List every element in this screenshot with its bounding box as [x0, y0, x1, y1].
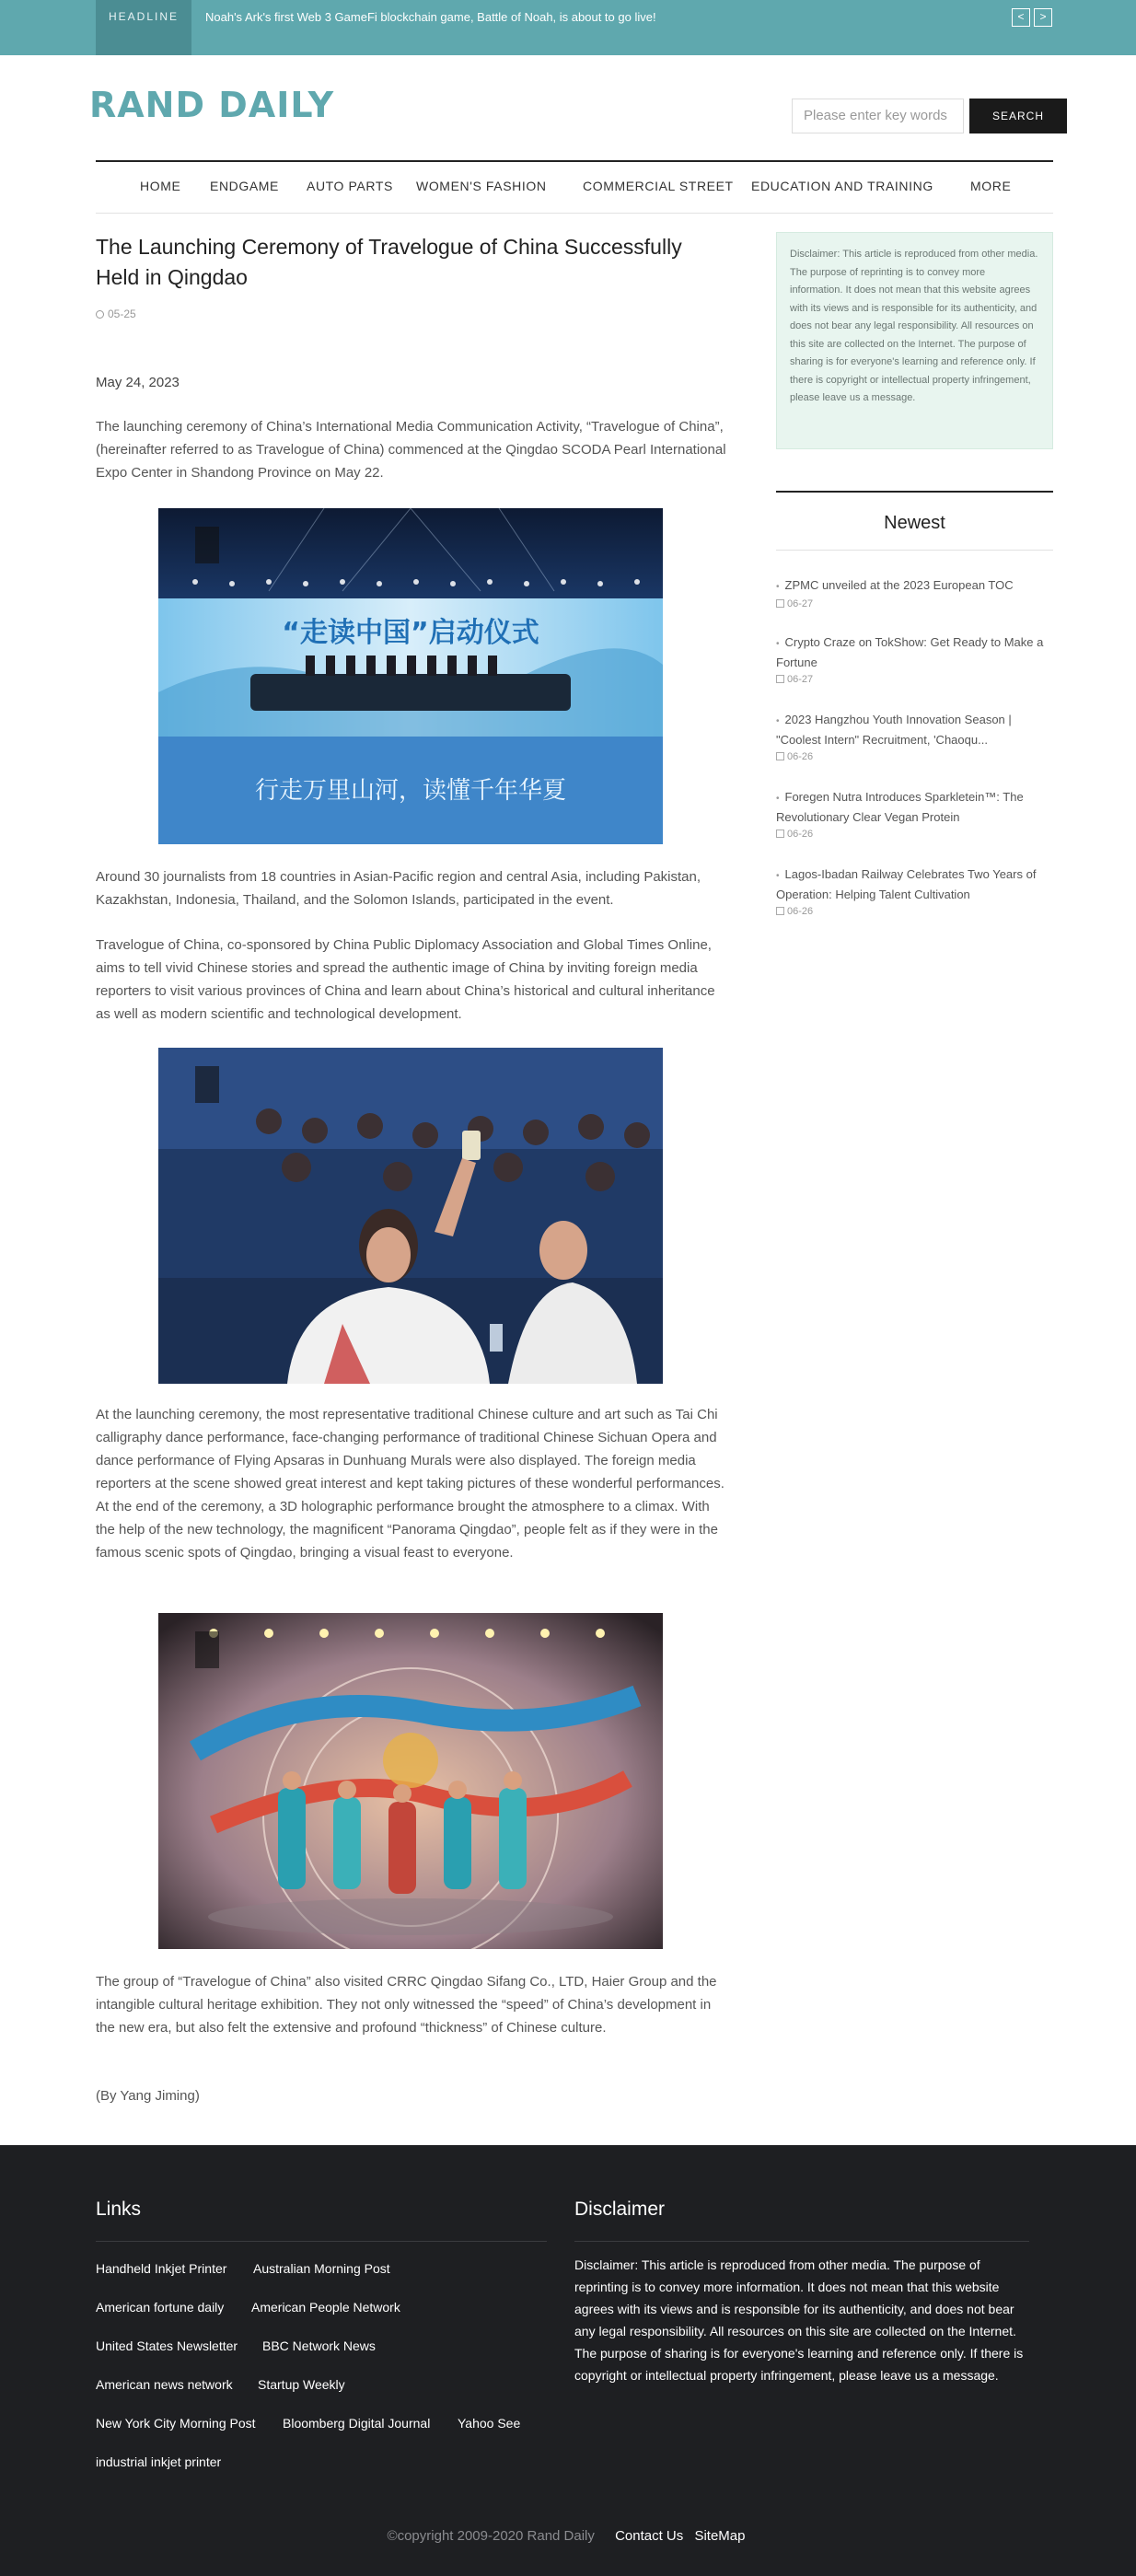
newest-item-title[interactable]: • ZPMC unveiled at the 2023 European TOC	[776, 576, 1053, 597]
newest-item[interactable]	[776, 576, 1053, 609]
nav-item-endgame[interactable]: ENDGAME	[210, 179, 279, 193]
footer-link[interactable]: Australian Morning Post	[253, 2261, 390, 2276]
copyright-text: ©copyright 2009-2020 Rand Daily	[387, 2528, 595, 2544]
headline-bar	[0, 0, 1136, 55]
article-paragraph: At the launching ceremony, the most representative traditional Chinese culture and art such as Tai Chi calligraphy dance performance, face-changing performance of traditional Chinese Sichuan Opera and dance performance of Flying Apsaras in Dunhuang Murals were also displayed. The foreign media reporters at the scene showed great interest and kept taking pictures of these wonderful performances. At the end of the ceremony, a 3D holographic performance brought the atmosphere to a climax. With the help of the new technology, the magnificent “Panorama Qingdao”, people felt as if they were in the famous scenic spots of Qingdao, bringing a visual feast to everyone.	[96, 1407, 724, 1561]
main-nav	[96, 160, 1053, 214]
footer-link[interactable]: New York City Morning Post	[96, 2416, 256, 2431]
footer-link[interactable]: Yahoo See	[458, 2416, 521, 2431]
article-paragraph: The launching ceremony of China’s International Media Communication Activity, “Travelogue of China”, (hereinafter referred to as Travelogue of China) commenced at the Qingdao SCODA Pearl International Expo Center in Shandong Province on May 22.	[96, 419, 726, 481]
footer-link[interactable]: United States Newsletter	[96, 2338, 238, 2353]
footer-link[interactable]: American People Network	[251, 2300, 400, 2315]
footer-link[interactable]: Handheld Inkjet Printer	[96, 2261, 227, 2276]
footer-link[interactable]: BBC Network News	[262, 2338, 376, 2353]
photo1-banner-text: “走读中国”启动仪式	[282, 617, 539, 649]
newest-item-date-text: 06-26	[787, 829, 814, 840]
newest-item[interactable]	[776, 633, 1053, 685]
newest-item-date-text: 06-27	[787, 598, 814, 609]
article-paragraph: The group of “Travelogue of China” also visited CRRC Qingdao Sifang Co., LTD, Haier Group and the intangible cultural heritage exhibition. They not only witnessed the “speed” of China’s development in the new era, but also felt the extensive and profound “thickness” of Chinese culture.	[96, 1974, 717, 2036]
article-paragraph: Travelogue of China, co-sponsored by China Public Diplomacy Association and Global Times Online, aims to tell vivid Chinese stories and spread the authentic image of China by inviting foreign media reporters to visit various provinces of China and learn about China’s historical and cultural inheritance as well as modern scientific and technological development.	[96, 937, 715, 1022]
footer-link[interactable]: Startup Weekly	[258, 2377, 345, 2392]
chevron-right-icon[interactable]: >	[1034, 8, 1052, 27]
article-meta	[96, 307, 136, 320]
newest-item-date-text: 06-26	[787, 751, 814, 762]
newest-item-title[interactable]: • Crypto Craze on TokShow: Get Ready to Make a Fortune	[776, 633, 1053, 672]
nav-item-womens-fashion[interactable]: WOMEN'S FASHION	[416, 179, 547, 193]
article-paragraph: Around 30 journalists from 18 countries in Asian-Pacific region and central Asia, including Pakistan, Kazakhstan, Indonesia, Thailand, and the Solomon Islands, participated in the event.	[96, 869, 701, 908]
newest-item-title[interactable]: • 2023 Hangzhou Youth Innovation Season | "Coolest Intern" Recruitment, 'Chaoqu...	[776, 711, 1053, 749]
photo-launch-stage	[158, 508, 663, 844]
photo-reporters	[158, 1048, 663, 1384]
nav-item-home[interactable]: HOME	[140, 179, 181, 193]
newest-item-date	[776, 829, 1053, 840]
clock-icon	[96, 310, 104, 319]
photo1-slogan-text: 行走万里山河，读懂千年华夏	[254, 777, 567, 805]
nav-item-more[interactable]: MORE	[970, 179, 1012, 193]
calendar-icon	[776, 599, 784, 608]
nav-item-auto-parts[interactable]: AUTO PARTS	[307, 179, 393, 193]
calendar-icon	[776, 907, 784, 915]
newest-item-date-text: 06-26	[787, 906, 814, 917]
chevron-left-icon[interactable]: <	[1012, 8, 1030, 27]
footer-disclaimer-heading: Disclaimer	[574, 2199, 666, 2220]
article-meta-date: 05-25	[108, 307, 136, 320]
footer-disclaimer-text: Disclaimer: This article is reproduced from other media. The purpose of reprinting is to convey more information. It does not mean that this website agrees with its views and is responsible for its authenticity, and does not bear any legal responsibility. All resources on this site are collected on the Internet. The purpose of sharing is for everyone's learning and reference only. If there is copyright or intellectual property infringement, please leave us a message.	[574, 2257, 1024, 2383]
nav-item-education[interactable]: EDUCATION AND TRAINING	[751, 179, 933, 193]
nav-item-commercial-street[interactable]: COMMERCIAL STREET	[583, 179, 734, 193]
newest-item-date-text: 06-27	[787, 674, 814, 685]
newest-item-date	[776, 751, 1053, 762]
newest-item-date	[776, 598, 1053, 609]
newest-item[interactable]	[776, 865, 1053, 917]
search-button[interactable]: SEARCH	[969, 99, 1067, 133]
footer-link[interactable]: American news network	[96, 2377, 233, 2392]
newest-item-title[interactable]: • Lagos-Ibadan Railway Celebrates Two Years of Operation: Helping Talent Cultivation	[776, 865, 1053, 904]
headline-label: HEADLINE	[96, 0, 191, 55]
calendar-icon	[776, 675, 784, 683]
contact-us-link[interactable]: Contact Us	[615, 2528, 684, 2544]
article-date: May 24, 2023	[96, 375, 180, 390]
photo-apsaras-dance	[158, 1613, 663, 1949]
newest-heading: Newest	[776, 491, 1053, 551]
sitemap-link[interactable]: SiteMap	[694, 2528, 746, 2544]
search-input[interactable]: Please enter key words	[792, 99, 964, 133]
footer-link[interactable]: Bloomberg Digital Journal	[283, 2416, 431, 2431]
footer-link[interactable]: American fortune daily	[96, 2300, 225, 2315]
article-byline: (By Yang Jiming)	[96, 2088, 200, 2104]
copyright-bar	[0, 2528, 1136, 2544]
newest-item-date	[776, 674, 1053, 685]
site-logo[interactable]: RAND DAILY	[89, 85, 335, 125]
newest-item-date	[776, 906, 1053, 917]
newest-item[interactable]	[776, 711, 1053, 762]
headline-link[interactable]: Noah's Ark's first Web 3 GameFi blockchain game, Battle of Noah, is about to go live!	[205, 10, 656, 24]
newest-item-title[interactable]: • Foregen Nutra Introduces Sparkletein™: The Revolutionary Clear Vegan Protein	[776, 788, 1053, 827]
sidebar-disclaimer: Disclaimer: This article is reproduced from other media. The purpose of reprinting is to convey more information. It does not mean that this website agrees with its views and is responsible for its authenticity, and does not bear any legal responsibility. All resources on this site are collected on the Internet. The purpose of sharing is for everyone's learning and reference only. If there is copyright or intellectual property infringement, please leave us a message.	[776, 232, 1053, 449]
footer-divider	[574, 2241, 1029, 2242]
calendar-icon	[776, 752, 784, 760]
footer-divider	[96, 2241, 547, 2242]
footer-links-heading: Links	[96, 2199, 142, 2220]
newest-item[interactable]	[776, 788, 1053, 840]
calendar-icon	[776, 830, 784, 838]
article-title: The Launching Ceremony of Travelogue of China Successfully Held in Qingdao	[96, 235, 682, 289]
footer-link[interactable]: industrial inkjet printer	[96, 2454, 222, 2469]
